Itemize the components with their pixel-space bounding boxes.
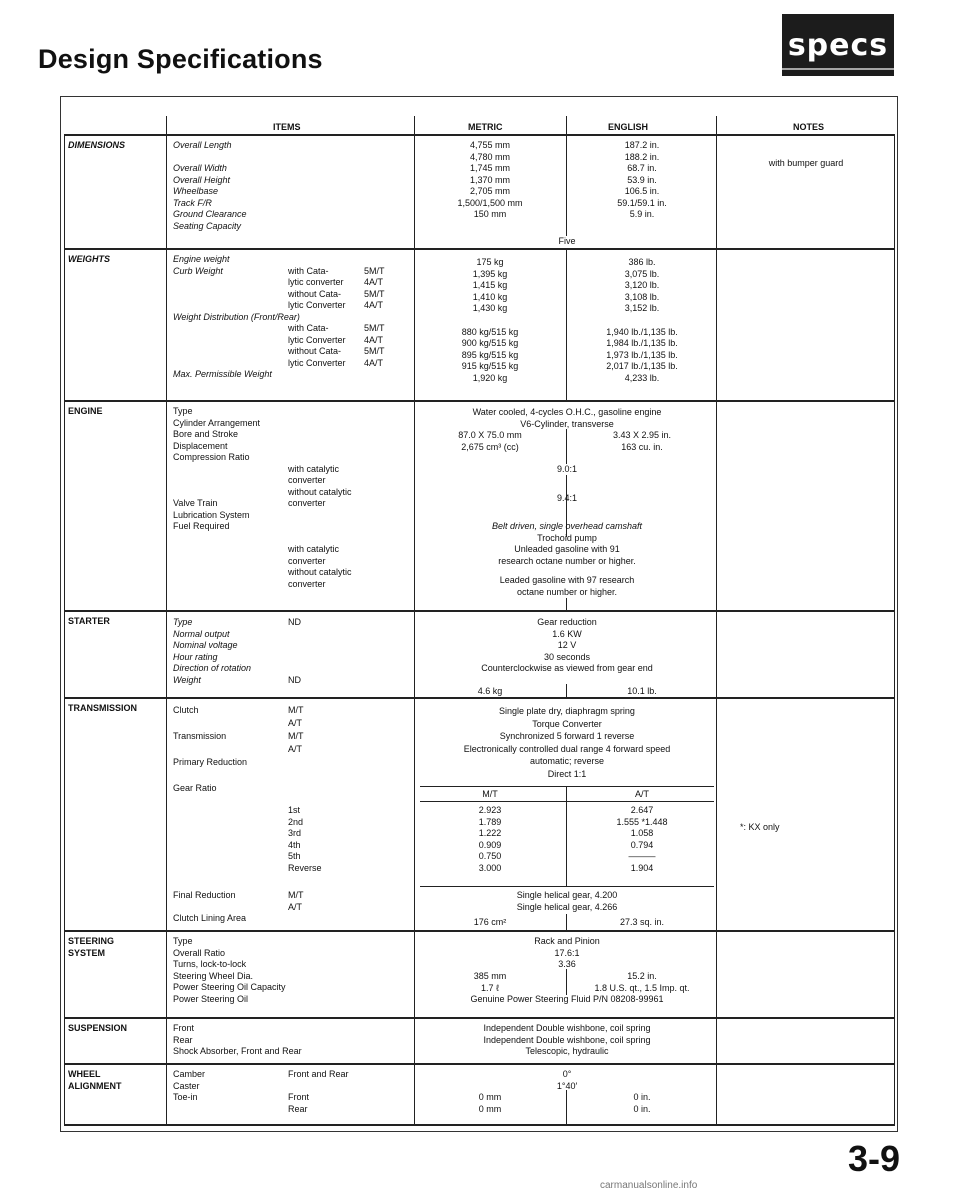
engine-items-fuel: with catalytic converter without catalytic converter — [288, 544, 352, 589]
steering-dia-english: 15.2 in. — [627, 971, 657, 981]
steering-cap-english: 1.8 U.S. qt., 1.5 Imp. qt. — [594, 982, 690, 993]
gear-table-bottom — [420, 886, 714, 887]
weights-divider — [566, 250, 567, 400]
row-rule-engine — [64, 400, 895, 402]
wheel-items-position: Front and Rear Front Rear — [288, 1069, 349, 1114]
gear-table-hdr — [420, 801, 714, 802]
dimensions-seating: Five — [558, 236, 576, 246]
watermark: carmanualsonline.info — [600, 1180, 698, 1191]
gear-table-divider — [566, 786, 567, 886]
starter-items: Type Normal output Nominal voltage Hour rating Direction of rotation Weight — [173, 617, 252, 685]
row-rule-starter — [64, 610, 895, 612]
engine-disp-english: 163 cu. in. — [621, 441, 663, 452]
header-metric: METRIC — [468, 122, 503, 132]
steering-items: Type Overall Ratio Turns, lock-to-lock Steering Wheel Dia. Power Steering Oil Capacity Power Steering Oil — [173, 936, 286, 1004]
dimensions-english: 187.2 in. 188.2 in. 68.7 in. 53.9 in. 106.5 in. 59.1/59.1 in. 5.9 in. — [617, 140, 667, 219]
section-starter: STARTER — [68, 616, 110, 626]
wheel-items: Camber Caster Toe-in — [173, 1069, 206, 1102]
col-divider-1 — [166, 116, 167, 1126]
steering-dia-metric: 385 mm — [473, 971, 507, 981]
row-rule-wheel — [64, 1063, 895, 1065]
steering-divider — [566, 969, 567, 995]
suspension-values: Independent Double wishbone, coil spring Independent Double wishbone, coil spring Telescopic, hydraulic — [483, 1023, 651, 1056]
dimensions-metric: 4,755 mm 4,780 mm 1,745 mm 1,370 mm 2,705 mm 1,500/1,500 mm 150 mm — [457, 140, 523, 219]
header-english: ENGLISH — [608, 122, 649, 132]
starter-weight-english: 10.1 lb. — [627, 686, 657, 696]
header-notes: NOTES — [793, 122, 825, 132]
page-title: Design Specifications — [38, 44, 323, 74]
steering-oil: Genuine Power Steering Fluid P/N 08208-99961 — [470, 994, 664, 1004]
final-reduction-values: Single helical gear, 4.200 Single helical gear, 4.266 — [516, 890, 618, 912]
engine-fuel-catalytic: Unleaded gasoline with 91 research octane number or higher. — [498, 544, 636, 566]
page-number: 3-9 — [848, 1138, 901, 1179]
col-divider-3 — [716, 116, 717, 1126]
section-dimensions: DIMENSIONS — [68, 140, 126, 150]
col-divider-right — [894, 134, 895, 1126]
engine-valve: Belt driven, single overhead camshaft — [491, 521, 643, 531]
header-rule — [64, 134, 895, 136]
transmission-notes: *: KX only — [740, 822, 780, 832]
gear-mt-header: M/T — [482, 789, 498, 799]
wheel-values: 0° 1°40′ — [556, 1069, 578, 1091]
row-rule-bottom — [64, 1124, 895, 1126]
weights-english: 386 lb. 3,075 lb. 3,120 lb. 3,108 lb. 3,152 lb. 1,940 lb./1,135 lb. 1,984 lb./1,135 lb. 1,973 lb./1,135 lb. 2,017 lb./1,135 lb. 4,233 lb. — [606, 257, 678, 383]
engine-bore-metric: 87.0 X 75.0 mm — [458, 430, 522, 440]
steering-cap-metric: 1.7 ℓ — [481, 982, 499, 993]
wheel-toe-english: 0 in. 0 in. — [633, 1092, 651, 1114]
engine-items-cr: with catalytic converter without catalytic converter — [288, 463, 352, 508]
section-weights: WEIGHTS — [68, 254, 110, 264]
weights-items-trans: 5M/T 4A/T 5M/T 4A/T 5M/T 4A/T 5M/T 4A/T — [364, 265, 385, 368]
col-divider-left — [64, 134, 65, 1126]
engine-cr-noncatalytic: 9.4:1 — [556, 493, 578, 503]
lining-metric: 176 cm² — [473, 917, 507, 927]
header-items: ITEMS — [273, 122, 301, 132]
specs-badge: specs — [782, 14, 894, 76]
suspension-items: Front Rear Shock Absorber, Front and Rear — [173, 1023, 302, 1056]
engine-fuel-noncatalytic: Leaded gasoline with 97 research octane number or higher. — [499, 575, 635, 597]
steering-values: Rack and Pinion 17.6:1 3.36 — [534, 936, 600, 969]
weights-items-conditions: with Cata- lytic converter without Cata- lytic Converter with Cata- lytic Converter without Cata- lytic Converter — [288, 265, 346, 368]
gear-at-values: 2.647 1.555 *1.448 1.058 0.794 ——— 1.904 — [616, 805, 668, 873]
starter-weight-metric: 4.6 kg — [477, 686, 503, 696]
section-engine: ENGINE — [68, 406, 103, 416]
weights-metric: 175 kg 1,395 kg 1,415 kg 1,410 kg 1,430 kg 880 kg/515 kg 900 kg/515 kg 895 kg/515 kg 915 kg/515 kg 1,920 kg — [461, 257, 519, 383]
wheel-divider — [566, 1090, 567, 1124]
transmission-final: Final Reduction Clutch Lining Area — [173, 890, 247, 923]
engine-type: Water cooled, 4-cycles O.H.C., gasoline engine — [472, 407, 662, 417]
row-rule-suspension — [64, 1017, 895, 1019]
gear-table-top — [420, 786, 714, 787]
starter-weight-nd: ND — [288, 674, 301, 685]
transmission-desc: Single plate dry, diaphragm spring Torque Converter Synchronized 5 forward 1 reverse Electronically controlled dual range 4 forward speed automatic; reverse Direct 1:1 — [463, 706, 671, 779]
engine-cr-catalytic: 9.0:1 — [420, 464, 714, 476]
section-steering: STEERING SYSTEM — [68, 936, 115, 958]
section-transmission: TRANSMISSION — [68, 703, 138, 713]
dimensions-items: Overall Length Overall Width Overall Height Wheelbase Track F/R Ground Clearance Seating Capacity — [173, 140, 247, 231]
transmission-gears: 1st 2nd 3rd 4th 5th Reverse — [288, 805, 322, 873]
engine-lube: Trochoid pump — [537, 532, 597, 543]
transmission-final-type: M/T A/T — [288, 890, 304, 912]
metric-english-divider-hdr — [566, 116, 567, 134]
starter-divider — [566, 684, 567, 697]
section-wheel-alignment: WHEEL ALIGNMENT — [68, 1069, 122, 1091]
section-suspension: SUSPENSION — [68, 1023, 128, 1033]
weights-items: Engine weight Curb Weight Weight Distribution (Front/Rear) Max. Permissible Weight — [173, 254, 300, 379]
lining-divider — [566, 914, 567, 930]
gear-mt-values: 2.923 1.789 1.222 0.909 0.750 3.000 — [478, 805, 502, 873]
dimensions-notes: with bumper guard — [768, 158, 844, 168]
col-divider-2 — [414, 116, 415, 1126]
wheel-toe-metric: 0 mm 0 mm — [478, 1092, 502, 1114]
engine-cyl: V6-Cylinder, transverse — [520, 418, 614, 429]
starter-type-nd: ND — [288, 617, 301, 627]
lining-english: 27.3 sq. in. — [619, 917, 665, 927]
transmission-items: Clutch Transmission Primary Reduction Gear Ratio — [173, 705, 248, 793]
starter-metric: Gear reduction 1.6 KW 12 V 30 seconds Counterclockwise as viewed from gear end — [481, 617, 653, 673]
row-rule-weights — [64, 248, 895, 250]
engine-items: Type Cylinder Arrangement Bore and Stroke Displacement Compression Ratio Valve Train Lubrication System Fuel Required — [173, 406, 261, 531]
gear-at-header: A/T — [634, 789, 649, 799]
engine-disp-metric: 2,675 cm³ (cc) — [461, 441, 519, 452]
dim-divider — [566, 136, 567, 236]
engine-divider-b — [566, 598, 567, 610]
row-rule-steering — [64, 930, 895, 932]
transmission-items-type: M/T A/T M/T A/T — [288, 705, 304, 754]
engine-bore-english: 3.43 X 2.95 in. — [612, 430, 672, 440]
